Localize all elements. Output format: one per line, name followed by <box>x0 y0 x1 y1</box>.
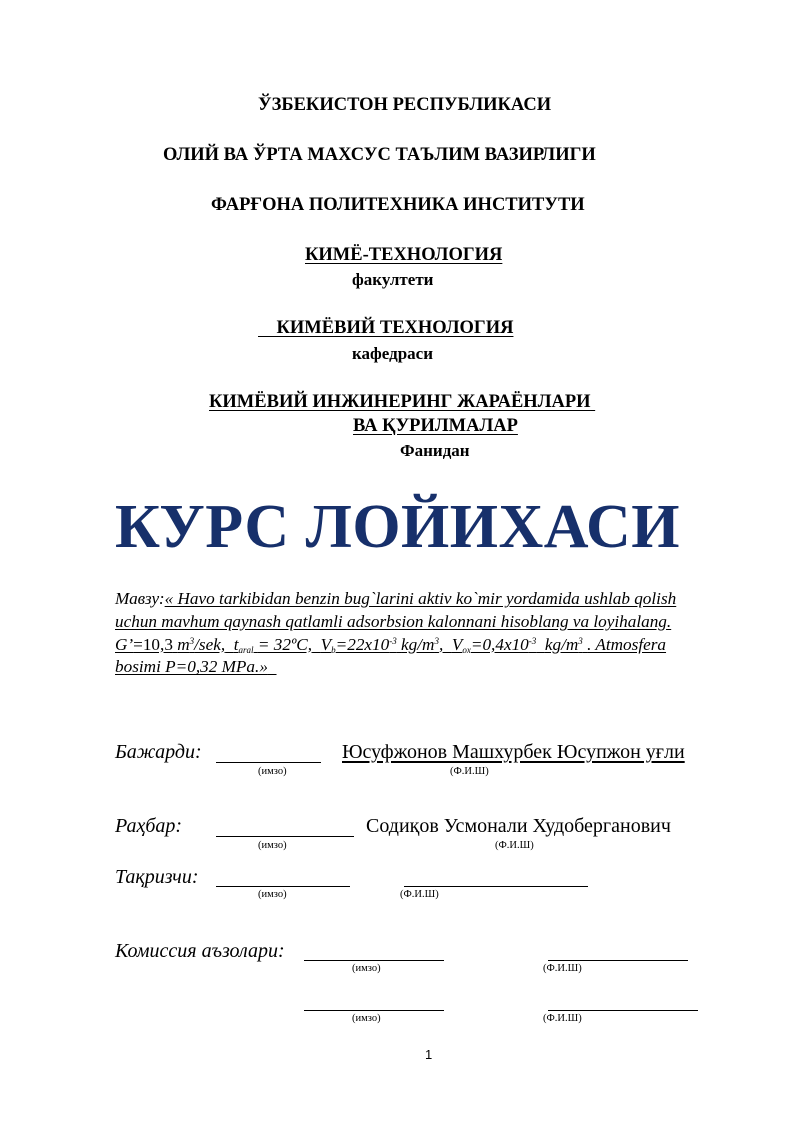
commission-name-caption-1: (Ф.И.Ш) <box>543 963 582 974</box>
supervisor-label: Раҳбар: <box>115 815 183 837</box>
topic-vox-sub: ox <box>462 644 471 655</box>
faculty-label: факултети <box>352 270 434 289</box>
supervisor-sign-caption: (имзо) <box>258 840 287 851</box>
commission-sign-caption-1: (имзо) <box>352 963 381 974</box>
topic-vox-unit-exp: 3 <box>578 635 583 646</box>
commission-label: Комиссия аъзолари: <box>115 940 285 962</box>
performer-signature-line[interactable] <box>216 762 321 763</box>
topic-vb-label: V <box>320 634 332 654</box>
topic-g-value: =10,3 <box>133 634 173 654</box>
topic-vox-label: V <box>451 634 463 654</box>
topic-vb-unit-exp: 3 <box>434 635 439 646</box>
reviewer-name-caption: (Ф.И.Ш) <box>400 889 439 900</box>
topic-vox-value: =0,4x10 <box>470 634 529 654</box>
commission-name-line-2[interactable] <box>548 1010 698 1011</box>
topic-g-unit-tail: /sek, <box>194 634 226 654</box>
topic-t-sub: aral <box>238 644 254 655</box>
institute-heading: ФАРҒОНА ПОЛИТЕХНИКА ИНСТИТУТИ <box>211 195 585 215</box>
performer-name: Юсуфжонов Машхурбек Юсупжон уғли <box>342 741 685 763</box>
supervisor-name: Содиқов Усмонали Худоберганович <box>366 815 671 837</box>
subject-line-1-text: КИМЁВИЙ ИНЖИНЕРИНГ ЖАРАЁНЛАРИ <box>209 392 591 412</box>
topic-line-3: G’=10,3 $m^3$/sek, $t_{aral}$ = 32ºC, $V_b=22x10^{-3}$ $kg/m^3$, $V_{ox}=0,4x10^{-3}$ $kg/m^3$ . Atmosfera <box>115 634 667 655</box>
commission-signature-line-1[interactable] <box>304 960 444 961</box>
topic-vb-value: =22x10 <box>335 634 390 654</box>
topic-vox-exp: -3 <box>528 635 537 646</box>
supervisor-name-caption: (Ф.И.Ш) <box>495 840 534 851</box>
topic-vox-unit: kg/m <box>544 634 579 654</box>
topic-vb-exp: -3 <box>389 635 397 646</box>
topic-g-unit: m <box>177 634 190 654</box>
supervisor-signature-line[interactable] <box>216 836 354 837</box>
document-title: КУРС ЛОЙИХАСИ <box>115 493 680 561</box>
reviewer-sign-caption: (имзо) <box>258 889 287 900</box>
subject-line-2: ВА ҚУРИЛМАЛАР <box>353 416 518 436</box>
topic-t-value: = 32ºC, <box>257 634 313 654</box>
commission-sign-caption-2: (имзо) <box>352 1013 381 1024</box>
department-name <box>258 318 513 339</box>
topic-line-4 <box>115 656 743 679</box>
subject-label: Фанидан <box>400 441 470 460</box>
topic-line-4-text: bosimi P=0,32 MPa.» <box>115 657 268 677</box>
reviewer-name-line[interactable] <box>404 886 588 887</box>
topic-line-1 <box>115 588 743 611</box>
commission-name-line-1[interactable] <box>548 960 688 961</box>
performer-label: Бажарди: <box>115 741 202 763</box>
reviewer-signature-line[interactable] <box>216 886 350 887</box>
department-name-text: КИМЁВИЙ ТЕХНОЛОГИЯ <box>276 318 514 338</box>
topic-tail: . Atmosfera <box>587 634 667 654</box>
department-label: кафедраси <box>352 344 434 363</box>
performer-name-caption: (Ф.И.Ш) <box>450 766 489 777</box>
ministry-heading: ОЛИЙ ВА ЎРТА МАХСУС ТАЪЛИМ ВАЗИРЛИГИ <box>163 145 596 165</box>
performer-sign-caption: (имзо) <box>258 766 287 777</box>
commission-name-caption-2: (Ф.И.Ш) <box>543 1013 582 1024</box>
topic-vb-sub: b <box>331 644 336 655</box>
commission-signature-line-2[interactable] <box>304 1010 444 1011</box>
faculty-name: КИМЁ-ТЕХНОЛОГИЯ <box>305 245 503 265</box>
topic-g-label: G’ <box>115 634 134 654</box>
topic-line-2: uchun mavhum qaynash qatlamli adsorbsion kalonnani hisoblang va loyihalang. <box>115 611 672 631</box>
topic-vb-unit: kg/m <box>401 634 435 654</box>
page-number: 1 <box>425 1047 433 1062</box>
reviewer-label: Тақризчи: <box>115 866 199 888</box>
subject-line-1 <box>209 392 595 413</box>
topic-g-exp: 3 <box>189 635 195 646</box>
topic-line-1-text: « Havo tarkibidan benzin bug`larini aktiv ko`mir yordamida ushlab qolish <box>164 589 677 608</box>
republic-heading: ЎЗБЕКИСТОН РЕСПУБЛИКАСИ <box>258 95 552 115</box>
topic-t-label: t <box>233 634 239 654</box>
topic-label: Мавзу: <box>115 589 165 608</box>
topic-paragraph <box>115 588 743 679</box>
